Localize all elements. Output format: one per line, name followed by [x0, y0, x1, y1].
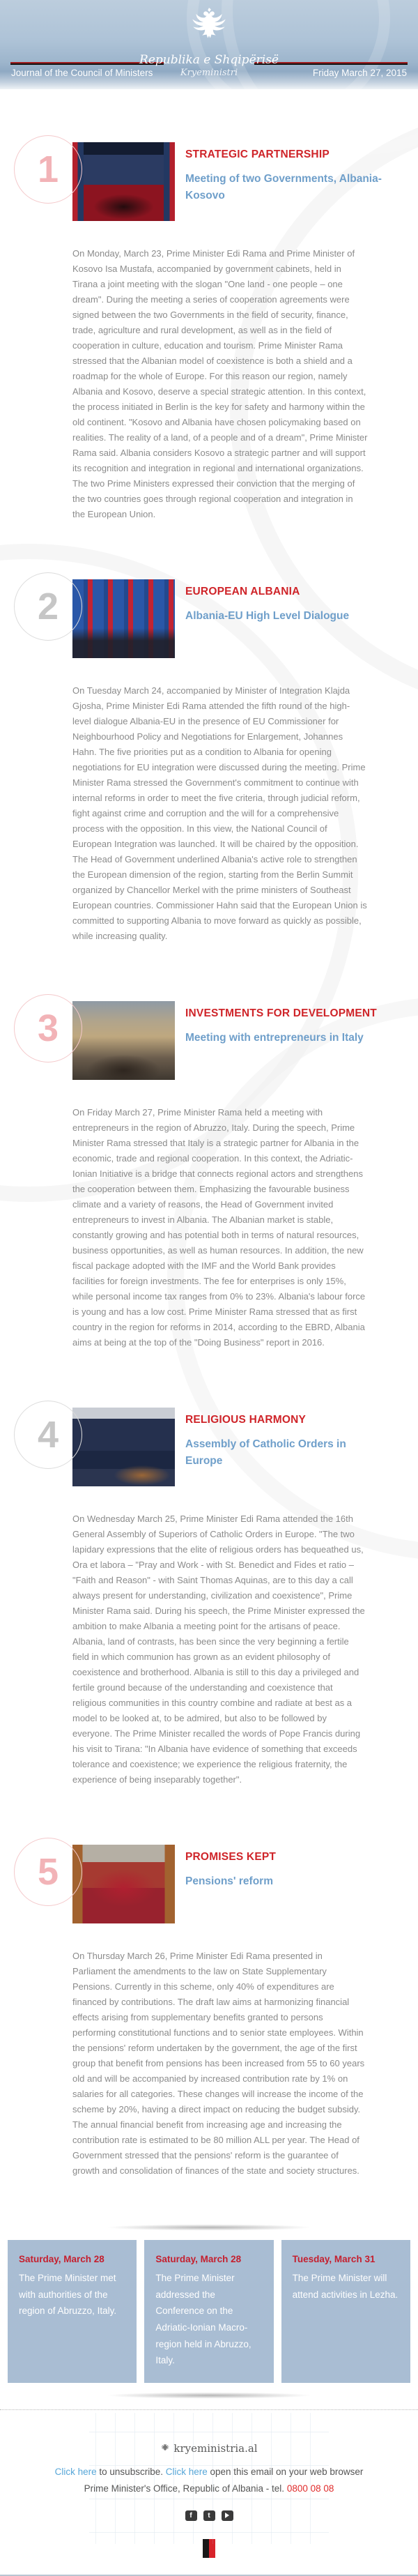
agenda-text: The Prime Minister addressed the Conference on the Adriatic-Ionian Macro-region held in Abruzzo, Italy.	[155, 2273, 251, 2366]
section-subtitle: Pensions' reform	[185, 1875, 273, 1887]
section-body-text: On Thursday March 26, Prime Minister Edi Rama presented in Parliament the amendments to the law on State Supplementary Pensions. Currently in this scheme, only 40% of expenditures are financed by contributions. The draft law aims at harmonizing financial effects arising from supplementary benefits granted to persons performing constitutional functions and to senior state employees. Within the pensions' reform undertaken by the government, the age of the first group that benefit from pensions has been increased from 55 to 60 years old and will be accompanied by increased contribution rate by 1% on salaries for all categories. These changes will increase the income of the scheme by 20%, having a direct impact on reducing the budget subsidy. The annual financial benefit from increasing age and increasing the contribution rate is estimated to be 80 million ALL per year. The Head of Government stressed that the pensions' reform is the guarantee of growth and consolidation of finances of the state and society structures.	[72, 1951, 365, 2176]
black-red-flag-mark	[203, 2539, 215, 2558]
journal-title: Journal of the Council of Ministers	[11, 68, 153, 78]
section-body-text: On Monday, March 23, Prime Minister Edi Rama and Prime Minister of Kosovo Isa Mustafa, accompanied by government cabinets, held in Tirana a joint meeting with the slogan "One land - one people – one dream". During the meeting a series of cooperation agreements were signed between the two Governments in the field of security, finance, trade, agriculture and rural development, as well as in the field of cooperation in culture, education and tourism. Prime Minister Rama stressed that the Albanian model of coexistence is both a shield and a roadmap for the whole of Europe. For this reason our region, namely Albania and Kosovo, deserve a special strategic attention. In this context, the process initiated in Berlin is the key for safety and harmony within the old continent. "Kosovo and Albania have chosen policymaking based on realities. The reality of a land, of a people and of a dream", Prime Minister Rama said. Albania considers Kosovo a strategic partner and will support its recognition and integration in regional and international organizations. The two Prime Ministers expressed their conviction that the merging of the two countries goes through regional cooperation and integration in the European Union.	[72, 248, 368, 519]
agenda-date: Saturday, March 28	[19, 2254, 104, 2264]
agenda-text: The Prime Minister met with authorities of the region of Abruzzo, Italy.	[19, 2273, 117, 2317]
newsletter-body	[0, 142, 418, 2575]
section-body-text: On Wednesday March 25, Prime Minister Edi Rama attended the 16th General Assembly of Superiors of Catholic Orders in Europe. "The two lapidary expressions that the elite of religious orders has bequeathed us, Ora et labora – "Pray and Work - with St. Benedict and Fides et ratio – "Faith and Reason" - with Saint Thomas Aquinas, are to this day a call always present for understanding, civilization and coexistence", Prime Minister Rama said. During his speech, the Prime Minister expressed the ambition to make Albania a meeting point for the artisans of peace. Albania, land of contrasts, has been since the very beginning a fertile field in which communion has grown as an evident philosophy of coexistence and brotherhood. Albania is still to this day a privileged and fertile ground because of the understanding and coexistence that religious communities in this country combine and radiate at best as a model to be looked at, to be admired, but also to be followed by everyone. The Prime Minister recalled the words of Pope Francis during his visit to Tirana: "In Albania have evidence of something that exceeds tolerance and coexistence; we experience the religious fraternity, the experience of being inseparably together".	[72, 1514, 365, 1785]
section-number: 1	[14, 135, 82, 204]
agenda-card	[144, 2240, 273, 2383]
play-glyph	[225, 2513, 229, 2518]
photo-albania-eu-dialogue	[72, 579, 175, 658]
open-in-browser-link[interactable]: Click here	[165, 2466, 208, 2477]
shadow-divider	[67, 2391, 351, 2400]
open-in-browser-text: open this email on your web browser	[207, 2466, 364, 2477]
albanian-double-headed-eagle-icon	[189, 6, 229, 52]
shadow-divider	[67, 2223, 351, 2232]
unsubscribe-text: to unsubscribe.	[96, 2466, 166, 2477]
agenda-card	[8, 2240, 137, 2383]
photo-meeting-two-governments	[72, 142, 175, 221]
facebook-icon[interactable]: f	[185, 2510, 197, 2521]
republic-script-line: Republika e Shqipërisë	[139, 53, 279, 67]
office-text: Prime Minister's Office, Republic of Albania - tel.	[84, 2483, 287, 2494]
building-watermark	[89, 2413, 329, 2544]
section-promises-kept	[0, 1845, 418, 2179]
section-number: 3	[14, 994, 82, 1062]
section-number: 4	[14, 1401, 82, 1469]
section-title: RELIGIOUS HARMONY	[185, 1414, 307, 1426]
section-title: PROMISES KEPT	[185, 1851, 277, 1863]
section-number: 2	[14, 572, 82, 641]
unsubscribe-link[interactable]: Click here	[54, 2466, 97, 2477]
section-subtitle: Meeting with entrepreneurs in Italy	[185, 1031, 364, 1044]
section-investments-for-development	[0, 1001, 418, 1350]
section-subtitle: Assembly of Catholic Orders in Europe	[185, 1438, 346, 1467]
photo-parliament-pensions	[72, 1845, 175, 1923]
social-icons	[0, 2510, 418, 2521]
youtube-icon[interactable]	[222, 2510, 233, 2521]
section-subtitle: Meeting of two Governments, Albania-Kosovo	[185, 172, 382, 201]
section-title: STRATEGIC PARTNERSHIP	[185, 148, 330, 160]
agenda-date: Saturday, March 28	[155, 2254, 242, 2264]
unsubscribe-line	[0, 2467, 418, 2477]
section-title: INVESTMENTS FOR DEVELOPMENT	[185, 1007, 377, 1019]
section-body-text: On Friday March 27, Prime Minister Rama held a meeting with entrepreneurs in the region of Abruzzo, Italy. During the speech, Prime Minister Rama stressed that Italy is a strategic partner for Albania in the economic, trade and regional cooperation. In this context, the Adriatic-Ionian Initiative is a bridge that connects regional actors and strengthens the cooperation between them. Emphasizing the favourable business climate and a variety of reasons, the Head of Government invited entrepreneurs to invest in Albania. The Albanian market is stable, constantly growing and has potential both in terms of natural resources, business opportunities, as well as human resources. In addition, the new fiscal package adopted with the IMF and the World Bank provides facilities for foreign investments. The fee for enterprises is only 15%, while personal income tax ranges from 0% to 23%. Albania's labour force is young and has a low cost. Prime Minister Rama stressed that as first country in the region for reforms in 2014, according to the EBRD, Albania aims at being at the top of the "Doing Business" report in 2016.	[72, 1107, 366, 1348]
photo-entrepreneurs-italy	[72, 1001, 175, 1080]
footer	[0, 2410, 418, 2575]
kryeministri-script-line: Kryeministri	[180, 68, 238, 78]
section-religious-harmony	[0, 1408, 418, 1788]
section-subtitle: Albania-EU High Level Dialogue	[185, 609, 350, 622]
agenda-row	[0, 2232, 418, 2391]
section-title: EUROPEAN ALBANIA	[185, 586, 300, 597]
kryeministria-logo[interactable]	[0, 2442, 418, 2455]
agenda-text: The Prime Minister will attend activities in Lezha.	[292, 2273, 398, 2300]
agenda-date: Tuesday, March 31	[292, 2254, 376, 2264]
journal-date: Friday March 27, 2015	[312, 68, 407, 78]
section-strategic-partnership	[0, 142, 418, 522]
twitter-icon[interactable]: t	[203, 2510, 215, 2521]
section-body-text: On Tuesday March 24, accompanied by Minister of Integration Klajda Gjosha, Prime Minister Edi Rama attended the fifth round of the high-level dialogue Albania-EU in the presence of EU Commissioner for Neighbourhood Policy and Negotiations for Enlargement, Johannes Hahn. The five priorities put as a condition to Albania for opening negotiations for EU integration were discussed during the meeting. Prime Minister Rama stressed the Government's commitment to continue with internal reforms in order to meet the five criteria, through judicial reform, fight against crime and corruption and the will for a comprehensive process with the opposition. In this view, the National Council of European Integration was launched. It will be chaired by the opposition. The Head of Government underlined Albania's active role to strengthen the European dimension of the region, starting from the Berlin Summit organized by Chancellor Merkel with the prime ministers of Southeast European countries. Commissioner Hahn said that the European Union is committed to supporting Albania to move forward as quickly as possible, while increasing quality.	[72, 685, 367, 941]
agenda-card	[281, 2240, 410, 2383]
small-eagle-icon	[160, 2442, 173, 2455]
phone-number: 0800 08 08	[286, 2483, 334, 2494]
photo-catholic-orders-assembly	[72, 1408, 175, 1486]
office-line	[0, 2483, 418, 2494]
section-number: 5	[14, 1838, 82, 1906]
site-name: kryeministria.al	[173, 2441, 258, 2455]
section-european-albania	[0, 579, 418, 944]
header	[0, 0, 418, 89]
